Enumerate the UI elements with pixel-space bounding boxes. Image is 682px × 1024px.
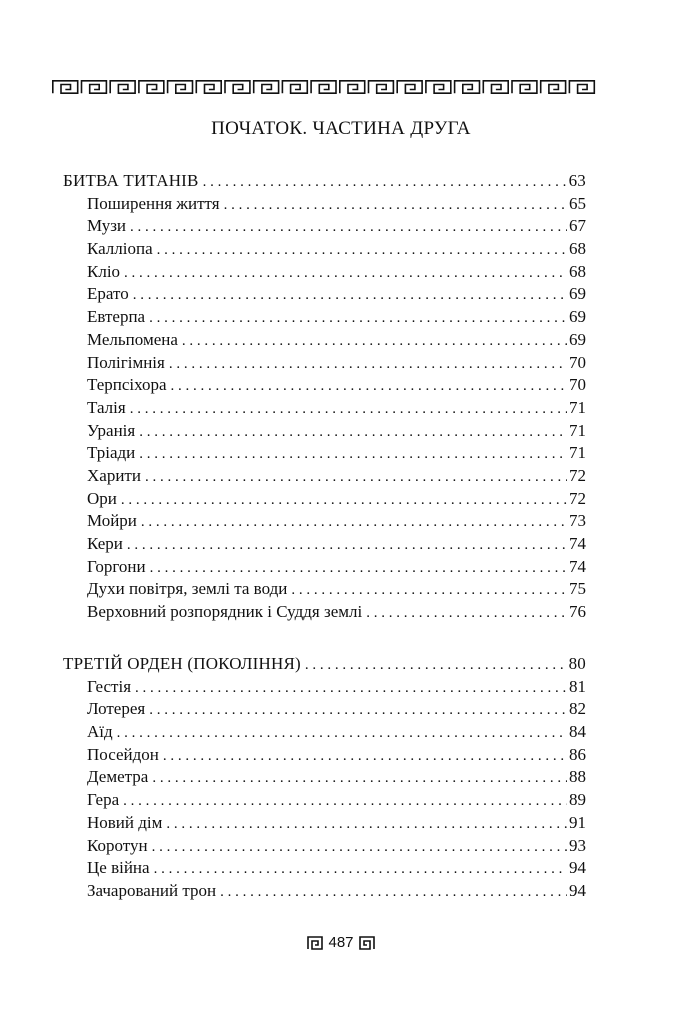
entry-page: 82 bbox=[569, 699, 586, 719]
entry-title: Кери bbox=[87, 534, 123, 553]
entry-title: Лотерея bbox=[87, 699, 146, 719]
toc-entry bbox=[63, 397, 586, 420]
leader-dots bbox=[117, 722, 567, 745]
leader-dots bbox=[171, 375, 567, 398]
entry-title: Мойри bbox=[87, 511, 137, 531]
entry-title: Евтерпа bbox=[87, 307, 146, 327]
leader-dots bbox=[124, 262, 567, 285]
leader-dots bbox=[152, 767, 567, 790]
entry-title: Верховний розпорядник і Суддя землі bbox=[87, 602, 363, 622]
leader-dots bbox=[224, 194, 567, 217]
entry-title: Поширення життя bbox=[87, 193, 220, 213]
leader-dots bbox=[130, 216, 567, 239]
entry-page: 93 bbox=[569, 835, 586, 855]
entry-page: 65 bbox=[569, 193, 586, 213]
leader-dots bbox=[166, 813, 567, 836]
toc-entry bbox=[63, 215, 586, 238]
entry-page: 69 bbox=[569, 307, 586, 327]
leader-dots bbox=[149, 307, 567, 330]
toc-entry bbox=[63, 329, 586, 352]
leader-dots bbox=[135, 677, 567, 700]
entry-title: Посейдон bbox=[87, 744, 159, 764]
leader-dots bbox=[163, 745, 567, 768]
leader-dots bbox=[149, 699, 567, 722]
entry-title: Новий дім bbox=[87, 812, 163, 832]
entry-page: 88 bbox=[569, 767, 586, 787]
leader-dots bbox=[203, 171, 567, 194]
leader-dots bbox=[157, 239, 567, 262]
entry-page: 91 bbox=[569, 812, 586, 832]
page-footer bbox=[0, 934, 682, 951]
toc-entry bbox=[63, 533, 586, 556]
entry-page: 94 bbox=[569, 858, 586, 878]
entry-title: Тріади bbox=[87, 443, 136, 463]
entry-title: Ерато bbox=[87, 284, 129, 304]
entry-title: Духи повітря, землі та води bbox=[87, 579, 288, 599]
toc-section-1 bbox=[63, 170, 586, 624]
entry-title: Гестія bbox=[87, 676, 132, 696]
leader-dots bbox=[141, 511, 567, 534]
entry-page: 76 bbox=[569, 602, 586, 622]
entry-title: Мельпомена bbox=[87, 329, 178, 349]
entry-title: Коротун bbox=[87, 835, 148, 855]
toc-entry bbox=[63, 835, 586, 858]
leader-dots bbox=[305, 654, 567, 677]
leader-dots bbox=[130, 398, 567, 421]
entry-title: Аїд bbox=[87, 722, 113, 742]
section-page: 80 bbox=[568, 654, 586, 673]
leader-dots bbox=[152, 836, 567, 859]
section-page: 63 bbox=[568, 171, 586, 190]
leader-dots bbox=[139, 443, 567, 466]
toc-entry bbox=[63, 352, 586, 375]
page-title: ПОЧАТОК. ЧАСТИНА ДРУГА bbox=[211, 118, 471, 139]
leader-dots bbox=[220, 881, 567, 904]
entry-title: Кліо bbox=[87, 261, 121, 281]
entry-title: Музи bbox=[87, 216, 127, 236]
toc-entry bbox=[63, 374, 586, 397]
entry-page: 74 bbox=[569, 556, 586, 576]
toc-entry bbox=[63, 465, 586, 488]
toc-entry bbox=[63, 578, 586, 601]
toc-entry bbox=[63, 744, 586, 767]
toc-entry bbox=[63, 261, 586, 284]
toc-entry bbox=[63, 556, 586, 579]
entry-title: Калліопа bbox=[87, 239, 153, 259]
toc-entry bbox=[63, 306, 586, 329]
entry-page: 69 bbox=[569, 329, 586, 349]
toc-section-heading bbox=[63, 653, 586, 676]
toc-entry bbox=[63, 601, 586, 624]
greek-key-left-icon bbox=[307, 936, 323, 950]
entry-page: 72 bbox=[569, 465, 586, 485]
entry-page: 71 bbox=[569, 397, 586, 417]
entry-page: 94 bbox=[569, 880, 586, 900]
entry-page: 70 bbox=[569, 352, 586, 372]
section-title: ТРЕТІЙ ОРДЕН (ПОКОЛІННЯ) bbox=[63, 654, 301, 673]
greek-key-right-icon bbox=[359, 936, 375, 950]
entry-title: Зачарований трон bbox=[87, 880, 217, 900]
toc-entry bbox=[63, 283, 586, 306]
toc-entry bbox=[63, 857, 586, 880]
entry-title: Гера bbox=[87, 790, 120, 810]
leader-dots bbox=[133, 284, 567, 307]
entry-page: 81 bbox=[569, 676, 586, 696]
leader-dots bbox=[127, 534, 567, 557]
toc-entry bbox=[63, 510, 586, 533]
toc-entry bbox=[63, 880, 586, 903]
toc-entry bbox=[63, 193, 586, 216]
toc-section-2 bbox=[63, 653, 586, 903]
entry-page: 75 bbox=[569, 579, 586, 599]
entry-page: 69 bbox=[569, 284, 586, 304]
entry-title: Це війна bbox=[87, 858, 150, 878]
leader-dots bbox=[121, 489, 567, 512]
leader-dots bbox=[366, 602, 567, 625]
leader-dots bbox=[150, 557, 567, 580]
entry-page: 73 bbox=[569, 511, 586, 531]
entry-title: Терпсіхора bbox=[87, 375, 167, 395]
greek-key-border-icon bbox=[52, 80, 598, 94]
entry-page: 74 bbox=[569, 534, 586, 553]
entry-page: 72 bbox=[569, 488, 586, 508]
leader-dots bbox=[145, 466, 567, 489]
entry-page: 71 bbox=[569, 443, 586, 463]
entry-title: Талія bbox=[87, 397, 126, 417]
entry-title: Ори bbox=[87, 488, 117, 508]
leader-dots bbox=[182, 330, 567, 353]
entry-title: Горгони bbox=[87, 556, 146, 576]
entry-page: 67 bbox=[569, 216, 586, 236]
entry-page: 68 bbox=[569, 261, 586, 281]
section-title: БИТВА ТИТАНІВ bbox=[63, 171, 199, 190]
entry-page: 70 bbox=[569, 375, 586, 395]
entry-title: Уранія bbox=[87, 420, 136, 440]
toc-entry bbox=[63, 698, 586, 721]
toc-entry bbox=[63, 812, 586, 835]
entry-title: Деметра bbox=[87, 767, 149, 787]
leader-dots bbox=[169, 353, 567, 376]
leader-dots bbox=[291, 579, 567, 602]
page-number: 487 bbox=[328, 934, 354, 951]
toc-entry bbox=[63, 676, 586, 699]
entry-page: 84 bbox=[569, 722, 586, 742]
leader-dots bbox=[123, 790, 567, 813]
toc-entry bbox=[63, 766, 586, 789]
toc-entry bbox=[63, 789, 586, 812]
leader-dots bbox=[139, 421, 567, 444]
entry-page: 89 bbox=[569, 790, 586, 810]
toc-entry bbox=[63, 238, 586, 261]
toc-entry bbox=[63, 442, 586, 465]
entry-title: Харити bbox=[87, 465, 141, 485]
toc-section-heading bbox=[63, 170, 586, 193]
leader-dots bbox=[154, 858, 567, 881]
entry-page: 86 bbox=[569, 744, 586, 764]
entry-page: 71 bbox=[569, 420, 586, 440]
toc-entry bbox=[63, 420, 586, 443]
entry-title: Полігімнія bbox=[87, 352, 165, 372]
entry-page: 68 bbox=[569, 239, 586, 259]
toc-entry bbox=[63, 721, 586, 744]
toc-entry bbox=[63, 488, 586, 511]
